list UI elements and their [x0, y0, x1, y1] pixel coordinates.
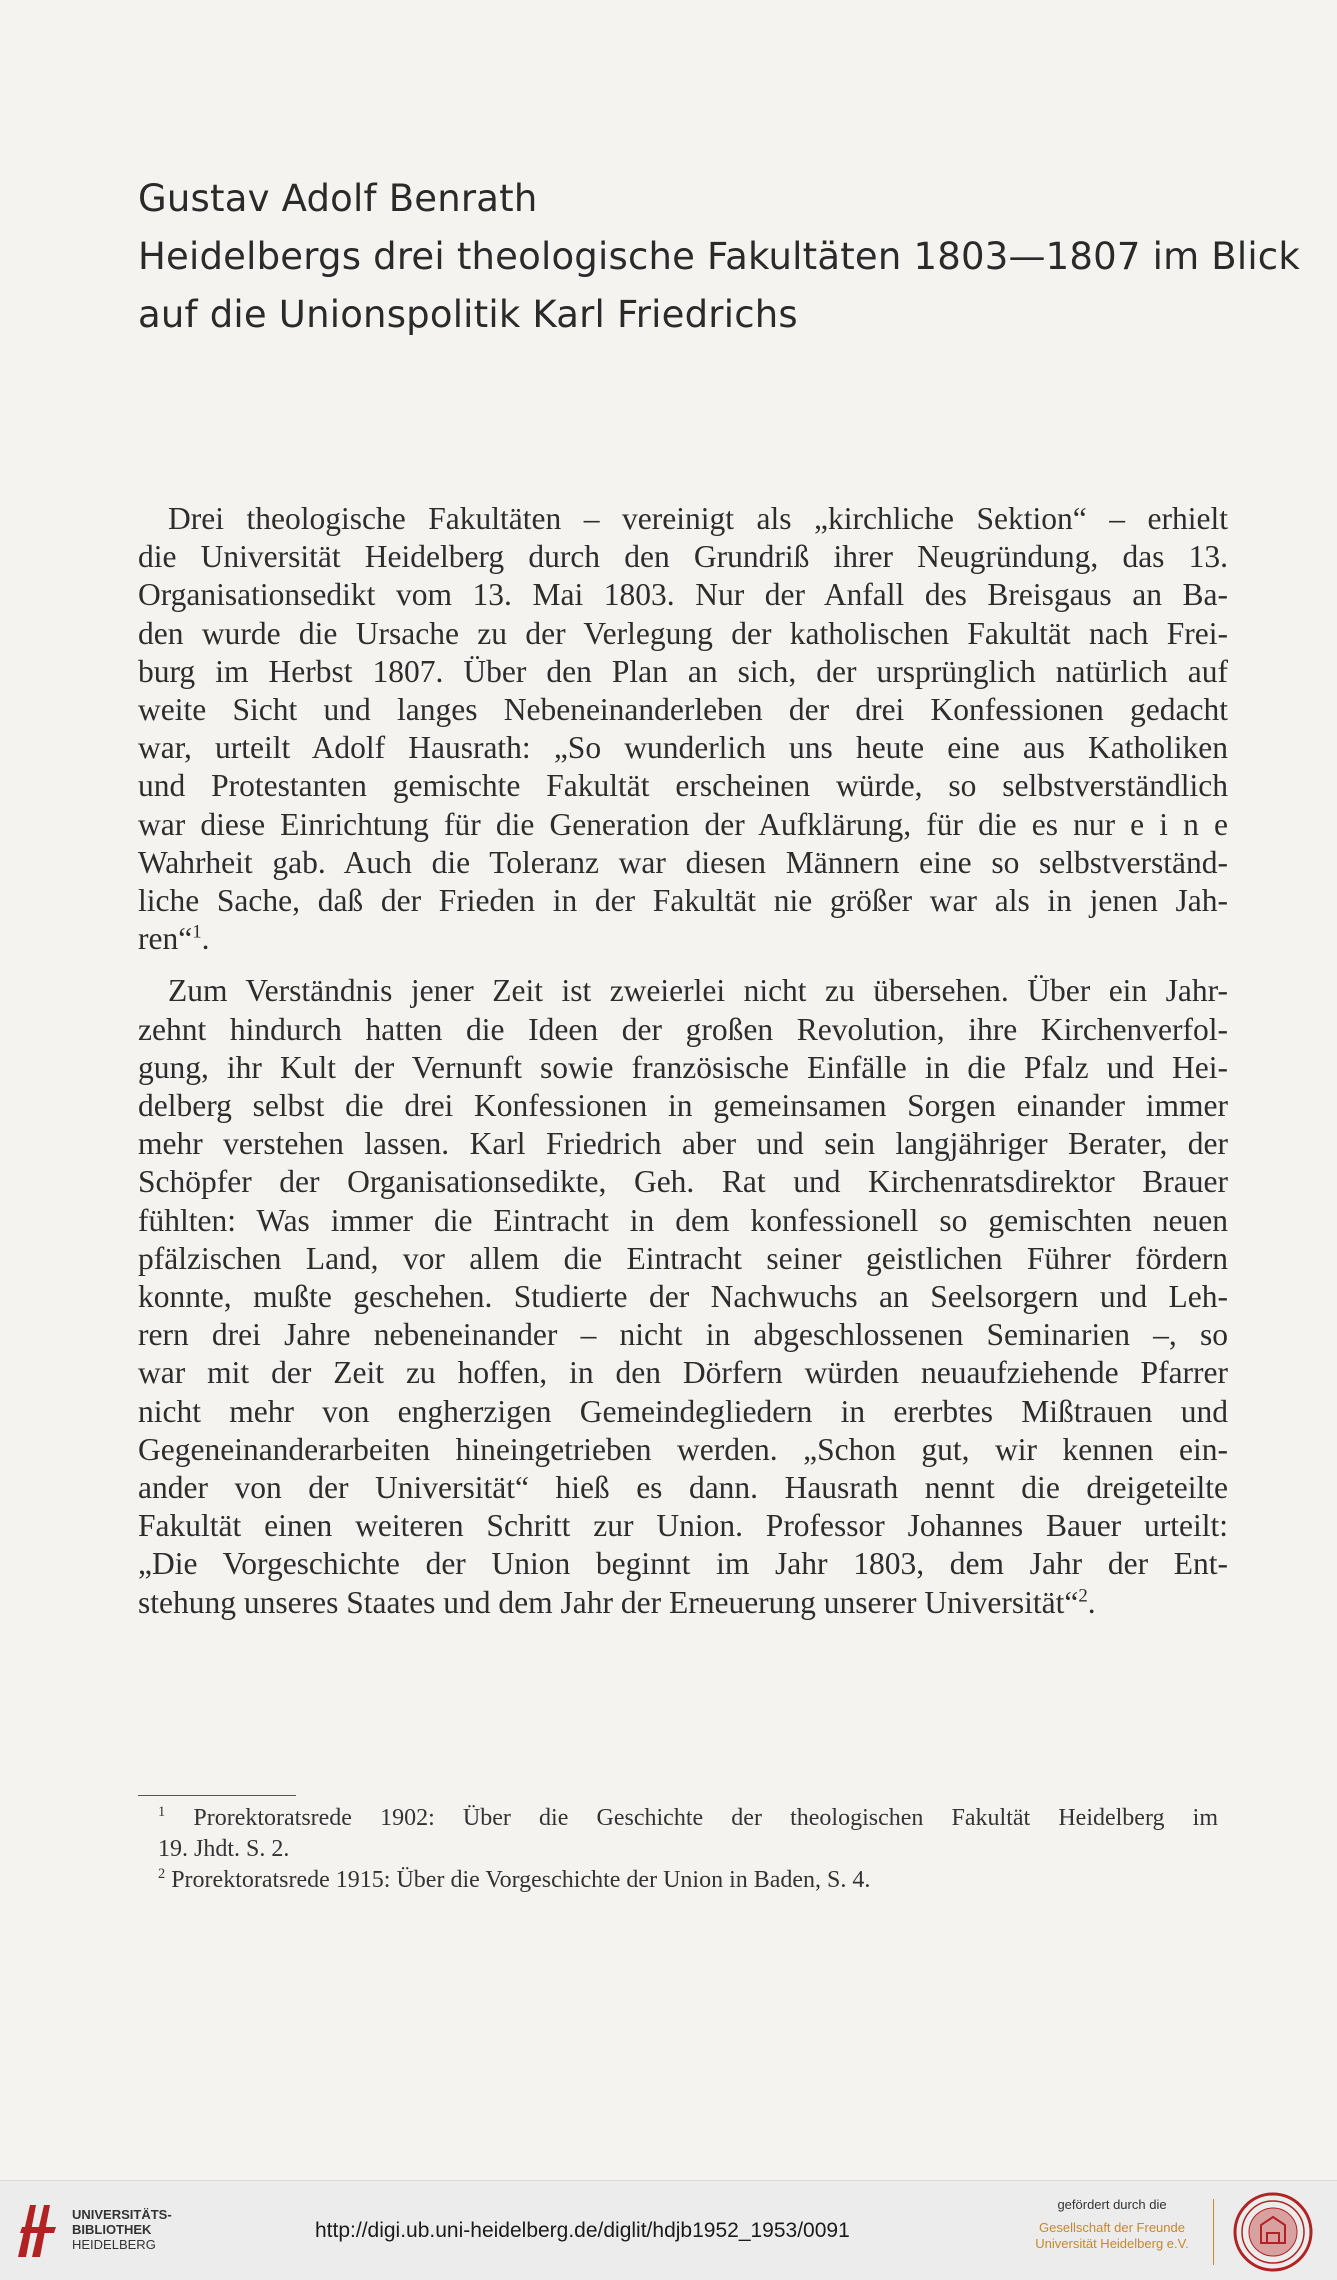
- page-url-link[interactable]: http://digi.ub.uni-heidelberg.de/diglit/hdjb1952_1953/0091: [315, 2219, 850, 2242]
- sponsor-name-line[interactable]: Universität Heidelberg e.V.: [1035, 2236, 1189, 2251]
- viewer-footer: [0, 2180, 1337, 2280]
- text-line: Wahrheit gab. Auch die Toleranz war diesen Männern eine so selbstverständ-: [138, 844, 1228, 880]
- text-line-last: [138, 1584, 1228, 1622]
- footnote-2: [158, 1865, 1218, 1896]
- text-line: war diese Einrichtung für die Generation der Aufklärung, für die es nur e i n e: [138, 806, 1228, 842]
- sponsor-label: gefördert durch die: [1057, 2197, 1167, 2212]
- library-name-line: HEIDELBERG: [72, 2237, 156, 2252]
- text-line: und Protestanten gemischte Fakultät erscheinen würde, so selbstverständlich: [138, 768, 1228, 804]
- text-line: war, urteilt Adolf Hausrath: „So wunderlich uns heute eine aus Katholiken: [138, 730, 1228, 766]
- footnote-marker: 1: [158, 1804, 166, 1820]
- text-line: Schöpfer der Organisationsedikte, Geh. Rat und Kirchenratsdirektor Brauer: [138, 1164, 1228, 1200]
- text-line: den wurde die Ursache zu der Verlegung der katholischen Fakultät nach Frei-: [138, 615, 1228, 651]
- text-line: mehr verstehen lassen. Karl Friedrich aber und sein langjähriger Berater, der: [138, 1126, 1228, 1162]
- text-line: war mit der Zeit zu hoffen, in den Dörfern würden neuaufziehende Pfarrer: [138, 1355, 1228, 1391]
- footnote-1-continuation: 19. Jhdt. S. 2.: [158, 1836, 290, 1862]
- text-line: Drei theologische Fakultäten – vereinigt als „kirchliche Sektion“ – erhielt: [168, 501, 1228, 536]
- text-line: Fakultät einen weiteren Schritt zur Union. Professor Johannes Bauer urteilt:: [138, 1508, 1228, 1544]
- footnote-marker: 2: [158, 1866, 166, 1882]
- text-line: die Universität Heidelberg durch den Grundriß ihrer Neugründung, das 13.: [138, 539, 1228, 575]
- text-line: Zum Verständnis jener Zeit ist zweierlei nicht zu übersehen. Über ein Jahr-: [168, 973, 1228, 1009]
- text-line: Organisationsedikt vom 13. Mai 1803. Nur der Anfall des Breisgaus an Ba-: [138, 577, 1228, 613]
- body-text: [138, 500, 1228, 1622]
- article-title-line-1: Heidelbergs drei theologische Fakultäten 1803—1807 im Blick: [138, 235, 1300, 278]
- text-line: pfälzischen Land, vor allem die Eintracht seiner geistlichen Führer fördern: [138, 1240, 1228, 1276]
- footnote-1: [158, 1803, 1218, 1834]
- university-seal-icon[interactable]: [1232, 2191, 1314, 2273]
- text-line-content: ren“: [138, 921, 193, 957]
- text-line: weite Sicht und langes Nebeneinanderleben der drei Konfessionen gedacht: [138, 692, 1228, 728]
- footnote-text: Prorektoratsrede 1902: Über die Geschichte der theologischen Fakultät Heidelberg im: [193, 1805, 1218, 1831]
- footnote-ref[interactable]: 1: [192, 921, 202, 943]
- text-line: liche Sache, daß der Frieden in der Fakultät nie größer war als in jenen Jah-: [138, 883, 1228, 919]
- footnotes: [158, 1803, 1218, 1896]
- text-line: fühlten: Was immer die Eintracht in dem konfessionell so gemischten neuen: [138, 1202, 1228, 1238]
- text-line: burg im Herbst 1807. Über den Plan an sich, der ursprünglich natürlich auf: [138, 653, 1228, 689]
- sponsor-name-line[interactable]: Gesellschaft der Freunde: [1039, 2220, 1185, 2235]
- library-name-line: BIBLIOTHEK: [72, 2222, 152, 2237]
- line-tail: .: [1087, 1584, 1096, 1620]
- text-line: delberg selbst die drei Konfessionen in gemeinsamen Sorgen einander immer: [138, 1088, 1228, 1124]
- text-line-last: [138, 920, 1228, 958]
- text-line: nicht mehr von engherzigen Gemeindegliedern in ererbtes Mißtrauen und: [138, 1393, 1228, 1429]
- sponsor-block: [1022, 2197, 1202, 2252]
- author-name: Gustav Adolf Benrath: [138, 177, 538, 220]
- text-line-content: stehung unseres Staates und dem Jahr der Erneuerung unserer Universität“: [138, 1584, 1079, 1620]
- footer-divider: [1213, 2199, 1214, 2265]
- article-title-line-2: auf die Unionspolitik Karl Friedrichs: [138, 293, 798, 336]
- line-tail: .: [201, 921, 210, 957]
- text-line: „Die Vorgeschichte der Union beginnt im Jahr 1803, dem Jahr der Ent-: [138, 1546, 1228, 1582]
- footnote-divider: [138, 1795, 296, 1796]
- text-line: Gegeneinanderarbeiten hineingetrieben werden. „Schon gut, wir kennen ein-: [138, 1431, 1228, 1467]
- library-logo-icon[interactable]: [12, 2197, 62, 2263]
- article-heading: [138, 170, 1300, 344]
- text-line: konnte, mußte geschehen. Studierte der Nachwuchs an Seelsorgern und Leh-: [138, 1279, 1228, 1315]
- text-line: zehnt hindurch hatten die Ideen der großen Revolution, ihre Kirchenverfol-: [138, 1011, 1228, 1047]
- paragraph-1: [138, 500, 1228, 958]
- library-name-line: UNIVERSITÄTS-: [72, 2207, 172, 2222]
- text-line: ander von der Universität“ hieß es dann. Hausrath nennt die dreigeteilte: [138, 1470, 1228, 1506]
- text-line: gung, ihr Kult der Vernunft sowie französische Einfälle in die Pfalz und Hei-: [138, 1049, 1228, 1085]
- footnote-text: Prorektoratsrede 1915: Über die Vorgeschichte der Union in Baden, S. 4.: [171, 1867, 871, 1893]
- paragraph-2: [138, 972, 1228, 1621]
- text-line: rern drei Jahre nebeneinander – nicht in abgeschlossenen Seminarien –, so: [138, 1317, 1228, 1353]
- footnote-ref[interactable]: 2: [1078, 1585, 1088, 1607]
- library-name: [72, 2207, 172, 2252]
